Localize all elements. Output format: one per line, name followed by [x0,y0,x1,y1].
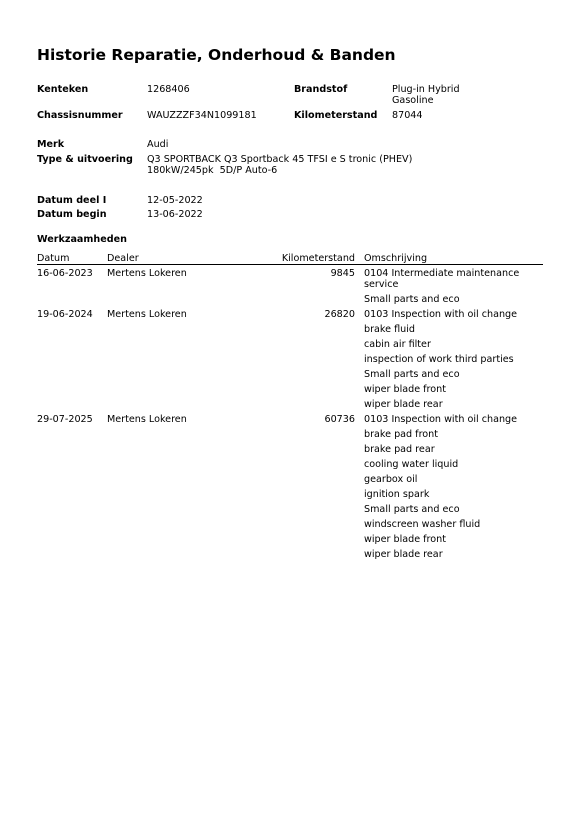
datum-begin-label: Datum begin [37,209,107,220]
column-header-omschrijving: Omschrijving [364,253,428,264]
row-omschrijving-list [364,411,544,561]
list-item: wiper blade rear [364,549,443,560]
type-value-line1: Q3 SPORTBACK Q3 Sportback 45 TFSI e S tronic (PHEV) [147,154,413,165]
merk-value: Audi [147,139,169,150]
werkzaamheden-table [37,251,543,561]
list-item: cabin air filter [364,339,431,350]
row-datum: 29-07-2025 [37,414,93,425]
row-omschrijving-list [364,265,544,306]
list-item: Small parts and eco [364,294,460,305]
chassis-value: WAUZZZF34N1099181 [147,110,257,121]
kilometerstand-label: Kilometerstand [294,110,378,121]
list-item: brake pad front [364,429,439,440]
row-omschrijving-list [364,306,544,411]
type-label: Type & uitvoering [37,154,133,165]
datum-begin-value: 13-06-2022 [147,209,203,220]
row-dealer: Mertens Lokeren [107,414,187,425]
row-datum: 16-06-2023 [37,268,93,279]
list-item: brake pad rear [364,444,435,455]
row-kilometerstand: 26820 [324,309,355,320]
list-item: 0104 Intermediate maintenance service [364,268,520,290]
type-value-line2: 180kW/245pk 5D/P Auto-6 [147,165,278,176]
list-item: wiper blade front [364,384,446,395]
merk-label: Merk [37,139,65,150]
list-item: 0103 Inspection with oil change [364,414,518,425]
brandstof-value-line1: Plug-in Hybrid [392,84,460,95]
list-item: Small parts and eco [364,504,460,515]
list-item: windscreen washer fluid [364,519,481,530]
table-row [37,306,543,411]
row-datum: 19-06-2024 [37,309,93,320]
chassis-label: Chassisnummer [37,110,123,121]
row-dealer: Mertens Lokeren [107,309,187,320]
list-item: gearbox oil [364,474,418,485]
brandstof-value-line2: Gasoline [392,95,434,106]
list-item: Small parts and eco [364,369,460,380]
datum-deel-value: 12-05-2022 [147,195,203,206]
table-row [37,265,543,306]
table-row [37,411,543,561]
brandstof-label: Brandstof [294,84,348,95]
list-item: brake fluid [364,324,415,335]
list-item: ignition spark [364,489,430,500]
column-header-dealer: Dealer [107,253,139,264]
column-header-datum: Datum [37,253,70,264]
list-item: inspection of work third parties [364,354,514,365]
row-kilometerstand: 60736 [324,414,355,425]
page-title: Historie Reparatie, Onderhoud & Banden [37,46,396,64]
column-header-kilometerstand: Kilometerstand [281,253,355,264]
row-kilometerstand: 9845 [330,268,355,279]
row-dealer: Mertens Lokeren [107,268,187,279]
kenteken-label: Kenteken [37,84,89,95]
table-body [37,265,543,561]
section-title-werkzaamheden: Werkzaamheden [37,234,127,245]
list-item: cooling water liquid [364,459,459,470]
datum-deel-label: Datum deel I [37,195,107,206]
list-item: wiper blade front [364,534,446,545]
table-header [37,251,543,265]
list-item: wiper blade rear [364,399,443,410]
list-item: 0103 Inspection with oil change [364,309,518,320]
kenteken-value: 1268406 [147,84,190,95]
kilometerstand-value: 87044 [392,110,423,121]
